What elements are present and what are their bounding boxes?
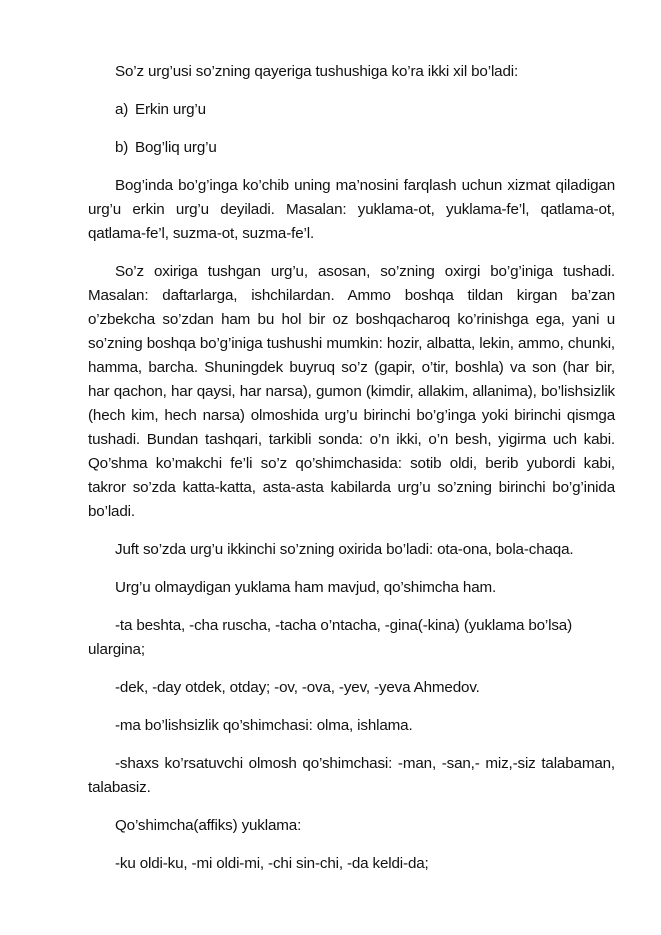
list-marker-b: b) [115,139,129,156]
paragraph-5: Urg’u olmaydigan yuklama ham mavjud, qo’shimcha ham. [115,579,497,596]
paragraph-8: -ma bo’lishsizlik qo’shimchasi: olma, ishlama. [115,717,413,734]
paragraph-9: -shaxs ko’rsatuvchi olmosh qo’shimchasi: -man, -san,- miz,-siz talabaman, talabasiz. [88,755,615,796]
paragraph-6: -ta beshta, -cha ruscha, -tacha o’ntacha, -gina(-kina) (yuklama bo’lsa) ulargina; [88,617,573,658]
list-item-b [88,136,615,160]
list-marker-a: a) [115,101,129,118]
paragraph-11: -ku oldi-ku, -mi oldi-mi, -chi sin-chi, -da keldi-da; [115,855,429,872]
paragraph-7: -dek, -day otdek, otday; -ov, -ova, -yev, -yeva Ahmedov. [115,679,480,696]
paragraph-10: Qo’shimcha(affiks) yuklama: [115,817,302,834]
document-page [88,60,615,890]
paragraph-2: Bog’inda bo’g’inga ko’chib uning ma’nosini farqlash uchun xizmat qiladigan urg’u erkin urg’u deyiladi. Masalan: yuklama-ot, yuklama-fe’l, qatlama-ot, qatlama-fe’l, suzma-ot, suzma-fe’l. [88,177,615,242]
paragraph-4: Juft so’zda urg’u ikkinchi so’zning oxirida bo’ladi: ota-ona, bola-chaqa. [115,541,574,558]
list-text-b: Bog’liq urg’u [135,139,217,156]
paragraph-1: So’z urg’usi so’zning qayeriga tushushiga ko’ra ikki xil bo’ladi: [115,63,519,80]
list-text-a: Erkin urg’u [135,101,206,118]
list-item-a [88,98,615,122]
paragraph-3: So’z oxiriga tushgan urg’u, asosan, so’zning oxirgi bo’g’iniga tushadi. Masalan: daftarlarga, ishchilardan. Ammo boshqa tildan kirgan ba’zan o’zbekcha so’zdan ham bu hol bir oz boshqacharoq ko’rinishga ega, yani u so’zning boshqa bo’g’iniga tushushi mumkin: hozir, albatta, lekin, ammo, chunki, hamma, barcha. Shuningdek buyruq so’z (gapir, o’tir, boshla) va son (har bir, har qachon, har qaysi, har narsa), gumon (kimdir, allakim, allanima), bo’lishsizlik (hech kim, hech narsa) olmoshida urg’u birinchi bo’g’inga yoki birinchi qismga tushadi. Bundan tashqari, tarkibli sonda: o’n ikki, o’n besh, yigirma uch kabi. Qo’shma ko’makchi fe’li so’z qo’shimchasida: sotib oldi, berib yubordi kabi, takror so’zda katta-katta, asta-asta kabilarda urg’u so’zning birinchi bo’g’inida bo’ladi. [88,263,615,520]
